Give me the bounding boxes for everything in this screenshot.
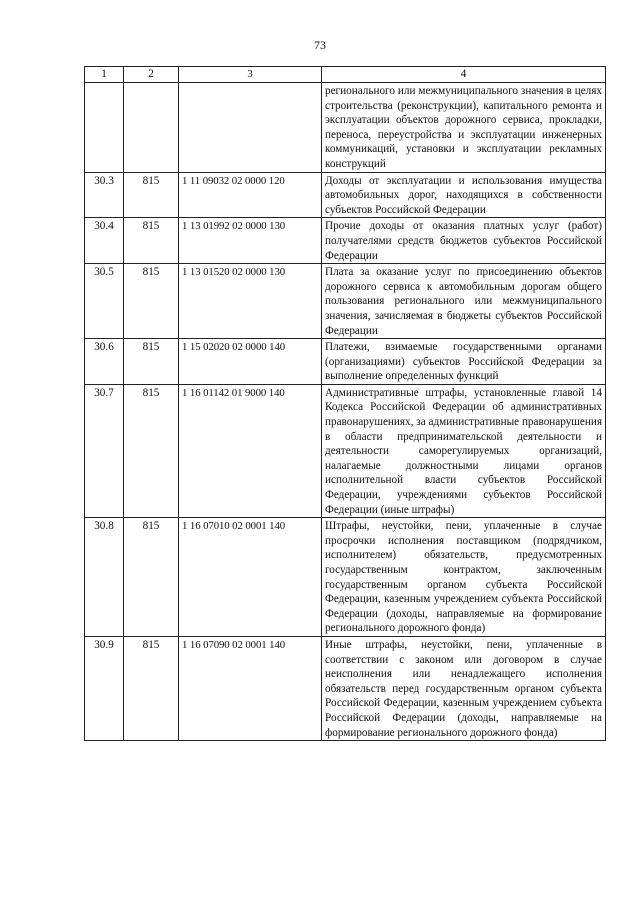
cell-kbk: 1 13 01520 02 0000 130 (179, 264, 322, 339)
cell-num (85, 83, 124, 173)
cell-kbk: 1 11 09032 02 0000 120 (179, 172, 322, 218)
description-text: Прочие доходы от оказания платных услуг (работ) получателями средств бюджетов субъектов Российской Федерации (325, 220, 602, 262)
cell-code: 815 (124, 264, 179, 339)
page-number: 73 (314, 38, 326, 52)
description-text: Платежи, взимаемые государственными органами (организациями) субъектов Российской Федерации за выполнение определенных функций (325, 341, 602, 383)
cell-code: 815 (124, 172, 179, 218)
revenue-classification-table (84, 66, 606, 741)
cell-description (322, 636, 606, 740)
description-text: регионального или межмуниципального значения в целях строительства (реконструкции), капитального ремонта и эксплуатации объектов дорожного сервиса, прокладки, переноса, переустройства и эксплуатации инженерных коммуникаций, установки и эксплуатации рекламных конструкций (325, 85, 602, 170)
cell-code: 815 (124, 636, 179, 740)
cell-num: 30.3 (85, 172, 124, 218)
table-row (85, 339, 606, 385)
cell-num: 30.4 (85, 218, 124, 264)
description-text: Административные штрафы, установленные главой 14 Кодекса Российской Федерации об административных правонарушениях, за административные правонарушения в области предпринимательской деятельности и деятельности саморегулируемых организаций, налагаемые должностными лицами органов исполнительной власти субъектов Российской Федерации, учреждениями субъектов Российской Федерации (иные штрафы) (325, 386, 602, 516)
header-col-2: 2 (124, 67, 179, 83)
cell-code: 815 (124, 384, 179, 517)
cell-description (322, 518, 606, 637)
cell-kbk: 1 15 02020 02 0000 140 (179, 339, 322, 385)
description-text: Иные штрафы, неустойки, пени, уплаченные в соответствии с законом или договором в случае неисполнения или ненадлежащего исполнения обязательств перед государственным органом субъекта Российской Федерации, казенным учреждением субъекта Российской Федерации (доходы, направляемые на формирование регионального дорожного фонда) (325, 638, 602, 739)
cell-description (322, 384, 606, 517)
table-row (85, 218, 606, 264)
cell-code: 815 (124, 339, 179, 385)
description-text: Штрафы, неустойки, пени, уплаченные в случае просрочки исполнения поставщиком (подрядчиком, исполнителем) обязательств, предусмотренных государственным контрактом, заключенным государственным органом субъекта Российской Федерации, казенным учреждением субъекта Российской Федерации (доходы, направляемые на формирование регионального дорожного фонда) (325, 520, 602, 635)
cell-kbk: 1 13 01992 02 0000 130 (179, 218, 322, 264)
cell-description (322, 83, 606, 173)
table-row (85, 264, 606, 339)
header-col-4: 4 (322, 67, 606, 83)
table-header-row (85, 67, 606, 83)
table-row-continuation (85, 83, 606, 173)
cell-kbk: 1 16 01142 01 9000 140 (179, 384, 322, 517)
cell-code: 815 (124, 518, 179, 637)
description-text: Доходы от эксплуатации и использования имущества автомобильных дорог, находящихся в собственности субъектов Российской Федерации (325, 174, 602, 216)
table-row (85, 518, 606, 637)
cell-kbk: 1 16 07010 02 0001 140 (179, 518, 322, 637)
description-text: Плата за оказание услуг по присоединению объектов дорожного сервиса к автомобильным дорогам общего пользования регионального или межмуниципального значения, зачисляемая в бюджеты субъектов Российской Федерации (325, 266, 602, 337)
table-row (85, 384, 606, 517)
table-row (85, 636, 606, 740)
cell-kbk: 1 16 07090 02 0001 140 (179, 636, 322, 740)
cell-kbk (179, 83, 322, 173)
cell-num: 30.5 (85, 264, 124, 339)
header-col-1: 1 (85, 67, 124, 83)
cell-description (322, 218, 606, 264)
cell-num: 30.7 (85, 384, 124, 517)
cell-num: 30.8 (85, 518, 124, 637)
cell-num: 30.9 (85, 636, 124, 740)
header-col-3: 3 (179, 67, 322, 83)
cell-description (322, 339, 606, 385)
cell-code: 815 (124, 218, 179, 264)
cell-description (322, 264, 606, 339)
cell-code (124, 83, 179, 173)
cell-num: 30.6 (85, 339, 124, 385)
cell-description (322, 172, 606, 218)
table-row (85, 172, 606, 218)
